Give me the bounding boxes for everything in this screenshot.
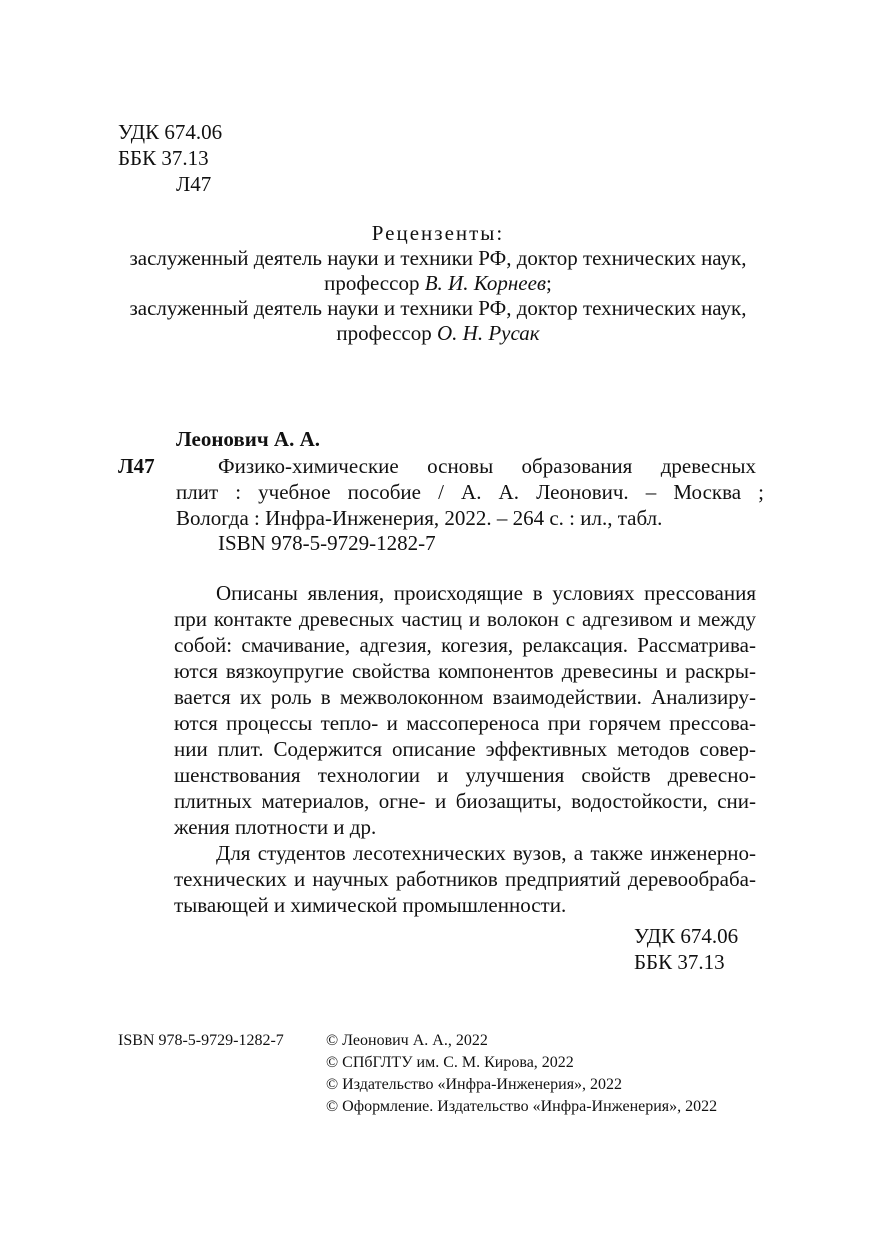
copyright-line: © СПбГЛТУ им. С. М. Кирова, 2022 — [326, 1054, 574, 1071]
annotation-line: нии плит. Содержится описание эффективных методов совер- — [174, 737, 756, 761]
annotation-line: ются процессы тепло- и массопереноса при горячем прессова- — [174, 711, 756, 735]
reviewer-2-name-line — [0, 320, 876, 346]
annotation-line: вается их роль в межволоконном взаимодействии. Анализиру- — [174, 685, 756, 709]
bib-line-2: плит : учебное пособие / А. А. Леонович. – Москва ; — [176, 480, 764, 504]
annotation-line: при контакте древесных частиц и волокон с адгезивом и между — [174, 607, 756, 631]
reviewer-2-name: О. Н. Русак — [437, 321, 540, 345]
annotation-line: плитных материалов, огне- и биозащиты, водостойкости, сни- — [174, 789, 756, 813]
annotation-paragraph-2 — [174, 840, 756, 918]
reviewer-1-prefix: профессор — [324, 271, 425, 295]
bib-line-1: Физико-химические основы образования древесных — [218, 454, 756, 478]
annotation-line: технических и научных работников предприятий деревообраба- — [174, 867, 756, 891]
reviewer-2-credentials: заслуженный деятель науки и техники РФ, доктор технических наук, — [129, 296, 747, 320]
bib-isbn: ISBN 978-5-9729-1282-7 — [218, 531, 436, 555]
annotation-line: Описаны явления, происходящие в условиях прессования — [216, 581, 756, 605]
copyright-line: © Леонович А. А., 2022 — [326, 1032, 488, 1049]
copyright-line: © Оформление. Издательство «Инфра-Инженерия», 2022 — [326, 1098, 718, 1115]
author-mark-top: Л47 — [176, 172, 212, 196]
bbk-code-top: ББК 37.13 — [118, 146, 209, 170]
reviewers-title: Рецензенты: — [371, 221, 505, 245]
annotation-paragraph-1 — [174, 580, 756, 840]
annotation-line: ются вязкоупругие свойства компонентов древесины и раскры- — [174, 659, 756, 683]
annotation-line: Для студентов лесотехнических вузов, а также инженерно- — [216, 841, 756, 865]
bbk-code-bottom: ББК 37.13 — [634, 950, 725, 974]
annotation-line: шенствования технологии и улучшения свойств древесно- — [174, 763, 756, 787]
copyright-isbn: ISBN 978-5-9729-1282-7 — [118, 1032, 284, 1049]
bib-line-3: Вологда : Инфра-Инженерия, 2022. – 264 с. : ил., табл. — [176, 506, 663, 530]
reviewer-1-name: В. И. Корнеев — [424, 271, 547, 295]
reviewer-1-suffix: ; — [546, 271, 552, 295]
book-author: Леонович А. А. — [176, 427, 321, 451]
udk-code-bottom: УДК 674.06 — [634, 924, 739, 948]
author-mark: Л47 — [118, 454, 155, 478]
annotation-line: собой: смачивание, адгезия, когезия, релаксация. Рассматрива- — [174, 633, 756, 657]
reviewer-1-credentials: заслуженный деятель науки и техники РФ, доктор технических наук, — [129, 246, 747, 270]
reviewer-2-prefix: профессор — [336, 321, 437, 345]
annotation-line: тывающей и химической промышленности. — [174, 893, 567, 917]
annotation-line: жения плотности и др. — [174, 815, 377, 839]
copyright-line: © Издательство «Инфра-Инженерия», 2022 — [326, 1076, 623, 1093]
reviewer-1-name-line — [0, 270, 876, 296]
udk-code-top: УДК 674.06 — [118, 120, 223, 144]
